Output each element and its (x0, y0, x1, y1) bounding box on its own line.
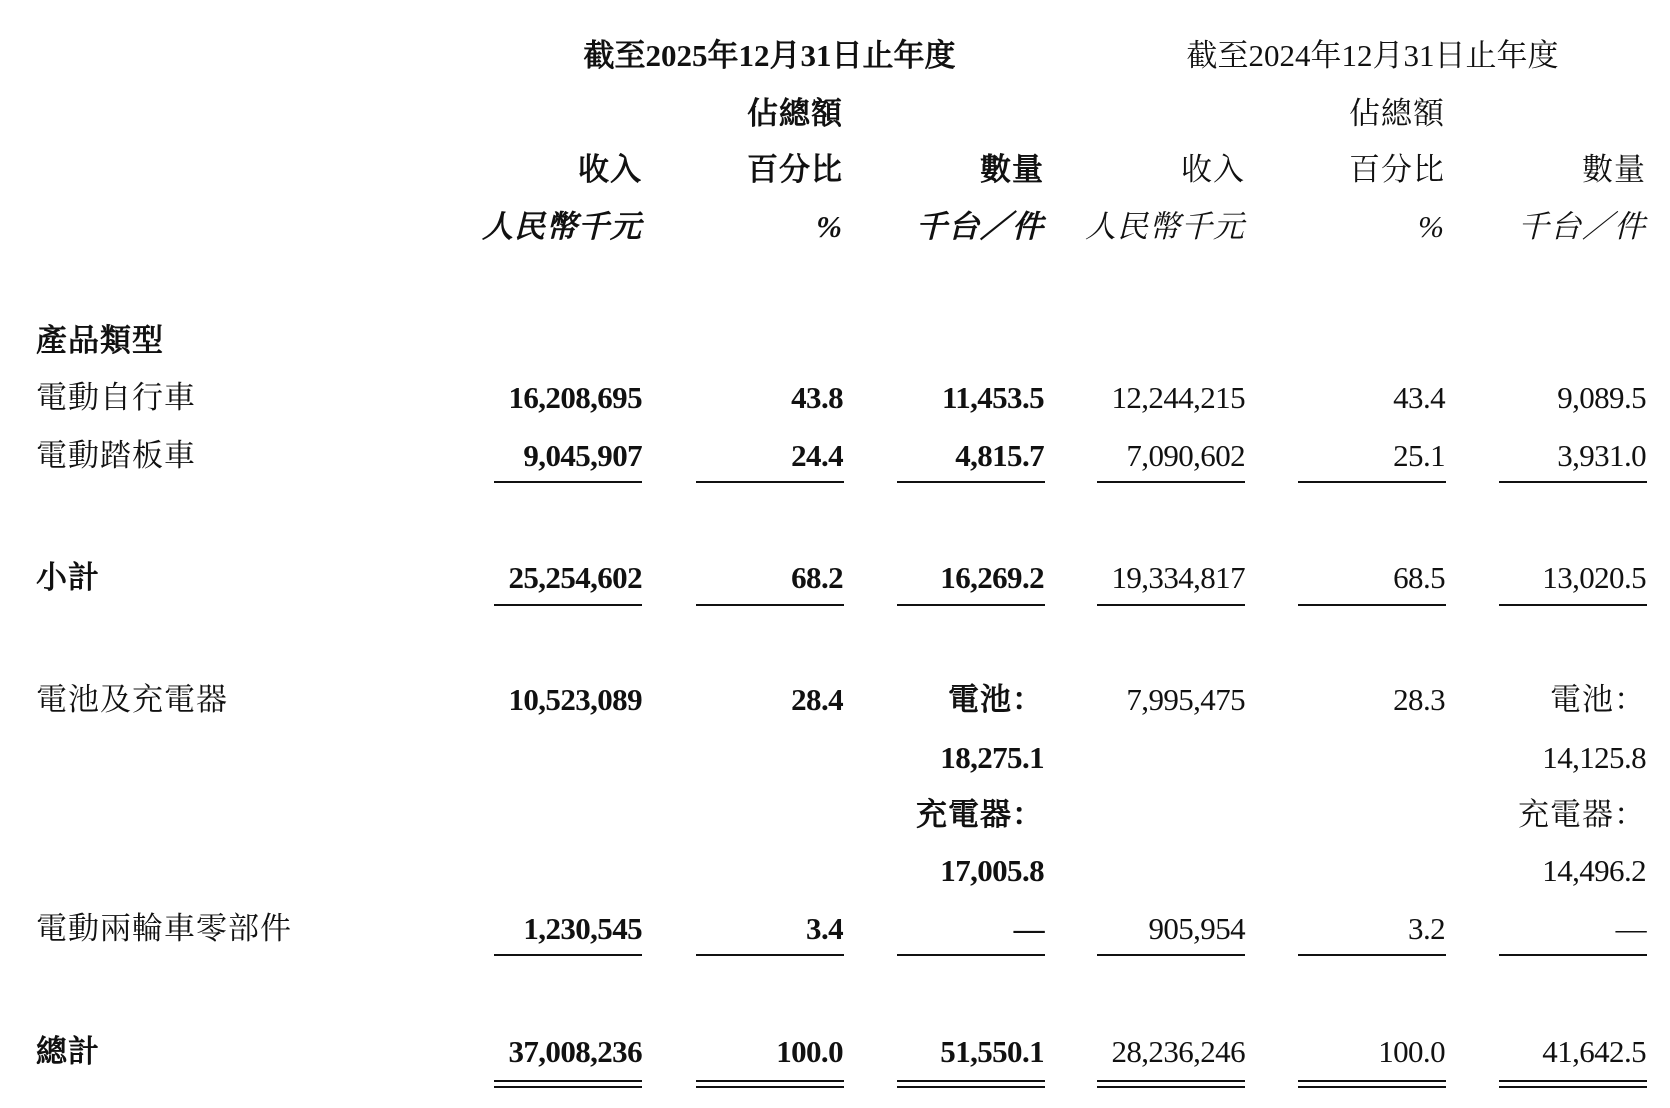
rule-line (1097, 1080, 1245, 1082)
charger-label-2024: 充電器： (1518, 797, 1646, 832)
unit-revenue-2025: 人民幣千元 (482, 209, 642, 244)
section-label: 產品類型 (36, 323, 164, 358)
charger-qty-2024: 14,496.2 (1542, 853, 1646, 888)
period-header-row (0, 38, 1670, 74)
pct-2025-cell: 100.0 (776, 1034, 843, 1069)
pct-2024-cell: 28.3 (1393, 682, 1445, 717)
rule-line (494, 954, 642, 956)
pct-2024-cell: 68.5 (1393, 560, 1445, 595)
rule-line (897, 481, 1045, 483)
charger-label-2025: 充電器： (916, 797, 1044, 832)
qty-2025-cell: 51,550.1 (940, 1034, 1044, 1069)
period-2024-header: 截至2024年12月31日止年度 (1186, 38, 1559, 73)
rule-line (696, 954, 844, 956)
total-label: 總計 (36, 1034, 100, 1069)
rule-line (1499, 604, 1647, 606)
rule-line (494, 1086, 642, 1088)
table-row-battery (0, 682, 1670, 718)
rule-line (1298, 481, 1446, 483)
pct-2025-cell: 28.4 (791, 682, 843, 717)
pct-2025-cell: 68.2 (791, 560, 843, 595)
charger-qty-row (0, 853, 1670, 889)
qty-2025-cell: 11,453.5 (942, 380, 1044, 415)
rev-2024-cell: 905,954 (1148, 911, 1245, 946)
battery-label-2025: 電池： (948, 682, 1044, 717)
column-header-row (0, 152, 1670, 188)
subtotal-label: 小計 (36, 560, 100, 595)
rule-line (1298, 954, 1446, 956)
section-row (0, 323, 1670, 359)
battery-qty-2024: 14,125.8 (1542, 740, 1646, 775)
rev-2024-cell: 12,244,215 (1111, 380, 1245, 415)
row-label: 電池及充電器 (36, 682, 228, 717)
unit-header-row (0, 209, 1670, 245)
qty-2025-cell: 16,269.2 (940, 560, 1044, 595)
rev-2025-cell: 16,208,695 (508, 380, 642, 415)
row-label: 電動踏板車 (36, 438, 196, 473)
rule-line (1499, 1086, 1647, 1088)
period-2025-header: 截至2025年12月31日止年度 (583, 38, 956, 73)
rule-line (1298, 1080, 1446, 1082)
charger-label-row (0, 797, 1670, 833)
subtotal-row (0, 560, 1670, 596)
row-label: 電動兩輪車零部件 (36, 911, 292, 946)
rev-2024-cell: 7,995,475 (1126, 682, 1245, 717)
rule-line (696, 604, 844, 606)
battery-qty-2025: 18,275.1 (940, 740, 1044, 775)
battery-label-2024: 電池： (1550, 682, 1646, 717)
rule-line (1097, 954, 1245, 956)
rule-line (494, 1080, 642, 1082)
qty-2024-cell: 9,089.5 (1557, 380, 1646, 415)
qty-2024-cell: — (1615, 911, 1646, 946)
rule-line (1499, 481, 1647, 483)
revenue-header-2024: 收入 (1181, 152, 1245, 187)
rev-2025-cell: 1,230,545 (523, 911, 642, 946)
share-header-row (0, 96, 1670, 132)
rule-line (1298, 604, 1446, 606)
rev-2025-cell: 10,523,089 (508, 682, 642, 717)
rev-2025-cell: 37,008,236 (508, 1034, 642, 1069)
qty-2025-cell: 4,815.7 (955, 438, 1044, 473)
pct-2025-cell: 3.4 (806, 911, 843, 946)
pct-2024-cell: 3.2 (1408, 911, 1445, 946)
qty-2024-cell: 41,642.5 (1542, 1034, 1646, 1069)
rev-2024-cell: 19,334,817 (1111, 560, 1245, 595)
table-row-parts (0, 911, 1670, 947)
qty-2025-cell: — (1013, 911, 1044, 946)
total-row (0, 1034, 1670, 1070)
rule-line (1097, 1086, 1245, 1088)
rule-line (494, 481, 642, 483)
rule-line (494, 604, 642, 606)
rule-line (1097, 481, 1245, 483)
rule-line (1499, 1080, 1647, 1082)
rev-2025-cell: 9,045,907 (523, 438, 642, 473)
rule-line (696, 1086, 844, 1088)
unit-qty-2024: 千台／件 (1518, 209, 1646, 244)
charger-qty-2025: 17,005.8 (940, 853, 1044, 888)
unit-revenue-2024: 人民幣千元 (1085, 209, 1245, 244)
pct-2024-cell: 43.4 (1393, 380, 1445, 415)
share-label-2024: 佔總額 (1349, 96, 1445, 131)
rule-line (1499, 954, 1647, 956)
rule-line (1097, 604, 1245, 606)
qty-2024-cell: 13,020.5 (1542, 560, 1646, 595)
rev-2024-cell: 28,236,246 (1111, 1034, 1245, 1069)
rev-2024-cell: 7,090,602 (1126, 438, 1245, 473)
pct-2024-cell: 100.0 (1378, 1034, 1445, 1069)
rule-line (696, 1080, 844, 1082)
rule-line (897, 1080, 1045, 1082)
pct-header-2025: 百分比 (747, 152, 843, 187)
share-label-2025: 佔總額 (747, 96, 843, 131)
qty-2024-cell: 3,931.0 (1557, 438, 1646, 473)
row-label: 電動自行車 (36, 380, 196, 415)
pct-2024-cell: 25.1 (1393, 438, 1445, 473)
table-row (0, 438, 1670, 474)
qty-header-2024: 數量 (1582, 152, 1646, 187)
rule-line (897, 954, 1045, 956)
rule-line (897, 604, 1045, 606)
revenue-header-2025: 收入 (578, 152, 642, 187)
rule-line (696, 481, 844, 483)
qty-header-2025: 數量 (980, 152, 1044, 187)
rule-line (1298, 1086, 1446, 1088)
unit-qty-2025: 千台／件 (916, 209, 1044, 244)
rule-line (897, 1086, 1045, 1088)
pct-2025-cell: 24.4 (791, 438, 843, 473)
battery-qty-row (0, 740, 1670, 776)
pct-2025-cell: 43.8 (791, 380, 843, 415)
table-row (0, 380, 1670, 416)
pct-header-2024: 百分比 (1349, 152, 1445, 187)
rev-2025-cell: 25,254,602 (508, 560, 642, 595)
unit-pct-2025: % (816, 209, 843, 244)
unit-pct-2024: % (1418, 209, 1445, 244)
